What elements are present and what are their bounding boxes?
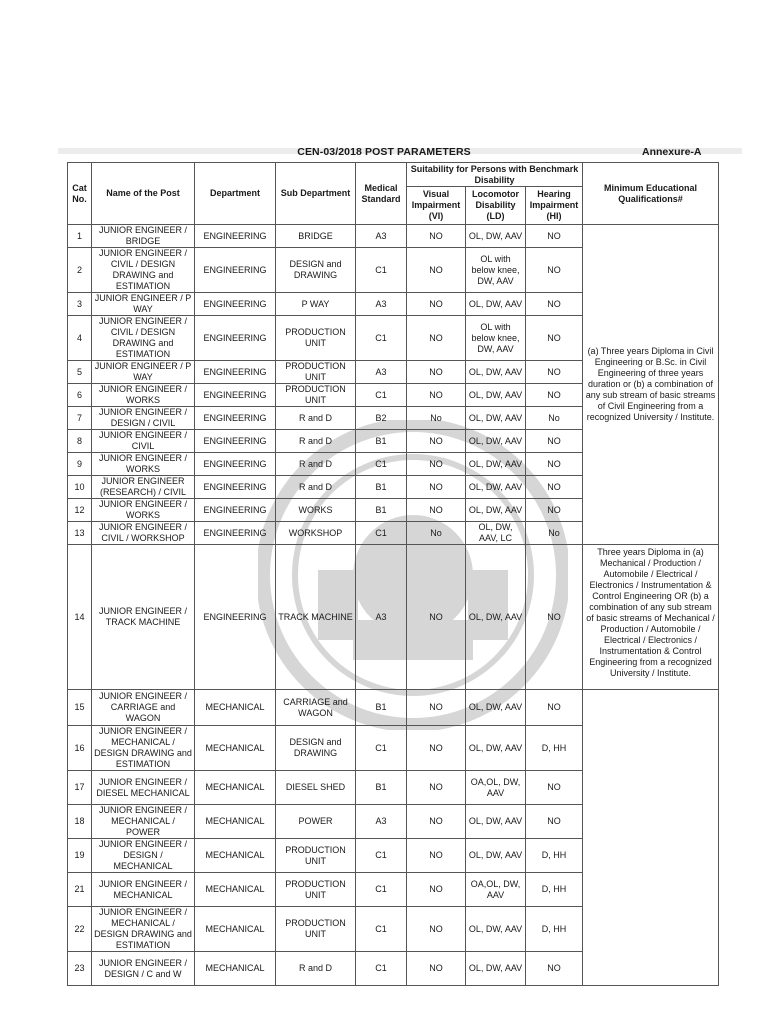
cell-hi: No [526, 522, 583, 545]
cell-dept: ENGINEERING [195, 499, 276, 522]
col-header-ld: Locomotor Disability (LD) [466, 187, 526, 225]
cell-ld: OL, DW, AAV [466, 225, 526, 248]
cell-sub: CARRIAGE and WAGON [276, 690, 356, 726]
cell-post: JUNIOR ENGINEER / CIVIL [92, 430, 195, 453]
cell-hi: NO [526, 225, 583, 248]
cell-vi: NO [407, 873, 466, 907]
cell-vi: NO [407, 430, 466, 453]
cell-sub: P WAY [276, 293, 356, 316]
cell-post: JUNIOR ENGINEER / MECHANICAL [92, 873, 195, 907]
cell-dept: MECHANICAL [195, 839, 276, 873]
cell-post: JUNIOR ENGINEER / MECHANICAL / POWER [92, 805, 195, 839]
cell-ld: OL, DW, AAV [466, 430, 526, 453]
cell-sub: R and D [276, 952, 356, 986]
cell-dept: MECHANICAL [195, 726, 276, 771]
cell-vi: NO [407, 952, 466, 986]
table-row [68, 225, 719, 248]
cell-post: JUNIOR ENGINEER / CIVIL / DESIGN DRAWING and ESTIMATION [92, 316, 195, 361]
cell-dept: ENGINEERING [195, 453, 276, 476]
cell-ld: OL, DW, AAV, LC [466, 522, 526, 545]
cell-med: C1 [356, 522, 407, 545]
cell-ld: OA,OL, DW, AAV [466, 873, 526, 907]
cell-vi: NO [407, 248, 466, 293]
page-title: CEN-03/2018 POST PARAMETERS [297, 146, 471, 158]
cell-dept: MECHANICAL [195, 690, 276, 726]
cell-post: JUNIOR ENGINEER / TRACK MACHINE [92, 545, 195, 690]
qualification-civil: (a) Three years Diploma in Civil Engineering or B.Sc. in Civil Engineering of three years duration or (b) a combination of any sub stream of basic streams of Civil Engineering from a recognized University / Institute. [583, 225, 719, 545]
cell-sub: DESIGN and DRAWING [276, 726, 356, 771]
cell-hi: NO [526, 690, 583, 726]
cell-med: B1 [356, 499, 407, 522]
cell-med: C1 [356, 316, 407, 361]
cell-hi: D, HH [526, 907, 583, 952]
cell-cat: 4 [68, 316, 92, 361]
cell-sub: PRODUCTION UNIT [276, 839, 356, 873]
cell-hi: D, HH [526, 726, 583, 771]
cell-cat: 14 [68, 545, 92, 690]
cell-sub: PRODUCTION UNIT [276, 316, 356, 361]
cell-cat: 7 [68, 407, 92, 430]
cell-vi: No [407, 407, 466, 430]
cell-cat: 3 [68, 293, 92, 316]
col-header-cat-no: Cat No. [68, 163, 92, 225]
qualification-track-machine: Three years Diploma in (a) Mechanical / Production / Automobile / Electrical / Electronics / Instrumentation & Control Engineering OR (b) a combination of any sub stream of basic streams of Mechanical / Production / Automobile / Electrical / Electronics / Instrumentation & Control Engineering from a recognized University / Institute. [583, 545, 719, 690]
col-header-sub-department: Sub Department [276, 163, 356, 225]
cell-vi: NO [407, 839, 466, 873]
cell-post: JUNIOR ENGINEER / P WAY [92, 293, 195, 316]
cell-hi: NO [526, 476, 583, 499]
cell-hi: NO [526, 316, 583, 361]
cell-med: C1 [356, 726, 407, 771]
cell-vi: NO [407, 293, 466, 316]
cell-sub: PRODUCTION UNIT [276, 361, 356, 384]
qualification-mechanical [583, 690, 719, 986]
cell-cat: 19 [68, 839, 92, 873]
table-row [68, 690, 719, 726]
cell-ld: OL, DW, AAV [466, 805, 526, 839]
cell-med: B1 [356, 430, 407, 453]
col-header-vi: Visual Impairment (VI) [407, 187, 466, 225]
cell-hi: NO [526, 952, 583, 986]
cell-ld: OA,OL, DW, AAV [466, 771, 526, 805]
cell-ld: OL, DW, AAV [466, 476, 526, 499]
cell-med: C1 [356, 384, 407, 407]
cell-vi: NO [407, 316, 466, 361]
annexure-label: Annexure-A [642, 146, 702, 158]
cell-vi: NO [407, 476, 466, 499]
cell-ld: OL, DW, AAV [466, 839, 526, 873]
cell-med: A3 [356, 805, 407, 839]
cell-dept: ENGINEERING [195, 522, 276, 545]
cell-cat: 23 [68, 952, 92, 986]
cell-post: JUNIOR ENGINEER / BRIDGE [92, 225, 195, 248]
cell-vi: NO [407, 907, 466, 952]
cell-cat: 18 [68, 805, 92, 839]
cell-dept: ENGINEERING [195, 293, 276, 316]
cell-cat: 1 [68, 225, 92, 248]
cell-hi: NO [526, 545, 583, 690]
cell-ld: OL, DW, AAV [466, 499, 526, 522]
cell-ld: OL, DW, AAV [466, 952, 526, 986]
cell-med: C1 [356, 952, 407, 986]
cell-vi: NO [407, 361, 466, 384]
cell-post: JUNIOR ENGINEER / WORKS [92, 453, 195, 476]
cell-sub: R and D [276, 476, 356, 499]
cell-dept: ENGINEERING [195, 476, 276, 499]
col-header-qualification: Minimum Educational Qualifications# [583, 163, 719, 225]
cell-cat: 5 [68, 361, 92, 384]
col-header-hi: Hearing Impairment (HI) [526, 187, 583, 225]
cell-sub: WORKSHOP [276, 522, 356, 545]
cell-ld: OL, DW, AAV [466, 690, 526, 726]
cell-sub: PRODUCTION UNIT [276, 907, 356, 952]
cell-post: JUNIOR ENGINEER / CIVIL / WORKSHOP [92, 522, 195, 545]
cell-sub: WORKS [276, 499, 356, 522]
cell-dept: MECHANICAL [195, 805, 276, 839]
cell-post: JUNIOR ENGINEER / CARRIAGE and WAGON [92, 690, 195, 726]
cell-med: A3 [356, 293, 407, 316]
cell-cat: 8 [68, 430, 92, 453]
cell-cat: 15 [68, 690, 92, 726]
cell-sub: DESIGN and DRAWING [276, 248, 356, 293]
cell-dept: ENGINEERING [195, 430, 276, 453]
cell-dept: ENGINEERING [195, 407, 276, 430]
cell-ld: OL, DW, AAV [466, 453, 526, 476]
cell-med: A3 [356, 225, 407, 248]
cell-med: B1 [356, 476, 407, 499]
cell-vi: No [407, 522, 466, 545]
cell-post: JUNIOR ENGINEER (RESEARCH) / CIVIL [92, 476, 195, 499]
cell-post: JUNIOR ENGINEER / DESIGN / C and W [92, 952, 195, 986]
cell-post: JUNIOR ENGINEER / P WAY [92, 361, 195, 384]
cell-cat: 13 [68, 522, 92, 545]
cell-ld: OL with below knee, DW, AAV [466, 316, 526, 361]
cell-dept: ENGINEERING [195, 225, 276, 248]
cell-med: C1 [356, 873, 407, 907]
cell-cat: 21 [68, 873, 92, 907]
cell-sub: TRACK MACHINE [276, 545, 356, 690]
cell-ld: OL, DW, AAV [466, 384, 526, 407]
cell-cat: 12 [68, 499, 92, 522]
cell-ld: OL, DW, AAV [466, 361, 526, 384]
cell-post: JUNIOR ENGINEER / MECHANICAL / DESIGN DRAWING and ESTIMATION [92, 907, 195, 952]
cell-hi: NO [526, 771, 583, 805]
col-header-suitability: Suitability for Persons with Benchmark Disability [407, 163, 583, 187]
cell-hi: NO [526, 293, 583, 316]
cell-ld: OL, DW, AAV [466, 293, 526, 316]
cell-ld: OL with below knee, DW, AAV [466, 248, 526, 293]
cell-hi: NO [526, 384, 583, 407]
cell-vi: NO [407, 499, 466, 522]
cell-hi: No [526, 407, 583, 430]
cell-hi: D, HH [526, 873, 583, 907]
cell-post: JUNIOR ENGINEER / WORKS [92, 384, 195, 407]
cell-vi: NO [407, 726, 466, 771]
cell-med: A3 [356, 545, 407, 690]
cell-sub: PRODUCTION UNIT [276, 384, 356, 407]
cell-post: JUNIOR ENGINEER / MECHANICAL / DESIGN DRAWING and ESTIMATION [92, 726, 195, 771]
cell-post: JUNIOR ENGINEER / CIVIL / DESIGN DRAWING and ESTIMATION [92, 248, 195, 293]
col-header-post: Name of the Post [92, 163, 195, 225]
cell-med: A3 [356, 361, 407, 384]
cell-dept: ENGINEERING [195, 361, 276, 384]
cell-vi: NO [407, 453, 466, 476]
col-header-department: Department [195, 163, 276, 225]
cell-med: B1 [356, 771, 407, 805]
table-row [68, 545, 719, 690]
cell-vi: NO [407, 545, 466, 690]
cell-med: C1 [356, 839, 407, 873]
cell-cat: 17 [68, 771, 92, 805]
cell-hi: NO [526, 248, 583, 293]
cell-post: JUNIOR ENGINEER / DIESEL MECHANICAL [92, 771, 195, 805]
cell-sub: R and D [276, 430, 356, 453]
cell-vi: NO [407, 771, 466, 805]
cell-vi: NO [407, 690, 466, 726]
cell-hi: NO [526, 805, 583, 839]
cell-cat: 6 [68, 384, 92, 407]
cell-cat: 9 [68, 453, 92, 476]
cell-post: JUNIOR ENGINEER / WORKS [92, 499, 195, 522]
cell-post: JUNIOR ENGINEER / DESIGN / CIVIL [92, 407, 195, 430]
cell-sub: PRODUCTION UNIT [276, 873, 356, 907]
cell-med: C1 [356, 907, 407, 952]
cell-dept: ENGINEERING [195, 248, 276, 293]
cell-sub: POWER [276, 805, 356, 839]
cell-med: C1 [356, 248, 407, 293]
cell-dept: MECHANICAL [195, 873, 276, 907]
cell-med: B1 [356, 690, 407, 726]
cell-sub: R and D [276, 407, 356, 430]
cell-vi: NO [407, 384, 466, 407]
cell-cat: 22 [68, 907, 92, 952]
cell-ld: OL, DW, AAV [466, 726, 526, 771]
cell-ld: OL, DW, AAV [466, 407, 526, 430]
cell-hi: NO [526, 499, 583, 522]
cell-vi: NO [407, 805, 466, 839]
cell-hi: NO [526, 453, 583, 476]
cell-post: JUNIOR ENGINEER / DESIGN / MECHANICAL [92, 839, 195, 873]
cell-med: C1 [356, 453, 407, 476]
cell-sub: R and D [276, 453, 356, 476]
cell-dept: MECHANICAL [195, 952, 276, 986]
cell-hi: NO [526, 430, 583, 453]
cell-dept: ENGINEERING [195, 316, 276, 361]
cell-ld: OL, DW, AAV [466, 907, 526, 952]
cell-vi: NO [407, 225, 466, 248]
cell-dept: ENGINEERING [195, 384, 276, 407]
cell-sub: BRIDGE [276, 225, 356, 248]
cell-dept: MECHANICAL [195, 771, 276, 805]
cell-cat: 16 [68, 726, 92, 771]
post-parameters-table [67, 162, 719, 986]
cell-cat: 10 [68, 476, 92, 499]
cell-hi: NO [526, 361, 583, 384]
cell-sub: DIESEL SHED [276, 771, 356, 805]
cell-dept: MECHANICAL [195, 907, 276, 952]
cell-ld: OL, DW, AAV [466, 545, 526, 690]
col-header-medical: Medical Standard [356, 163, 407, 225]
cell-cat: 2 [68, 248, 92, 293]
cell-med: B2 [356, 407, 407, 430]
cell-hi: D, HH [526, 839, 583, 873]
cell-dept: ENGINEERING [195, 545, 276, 690]
